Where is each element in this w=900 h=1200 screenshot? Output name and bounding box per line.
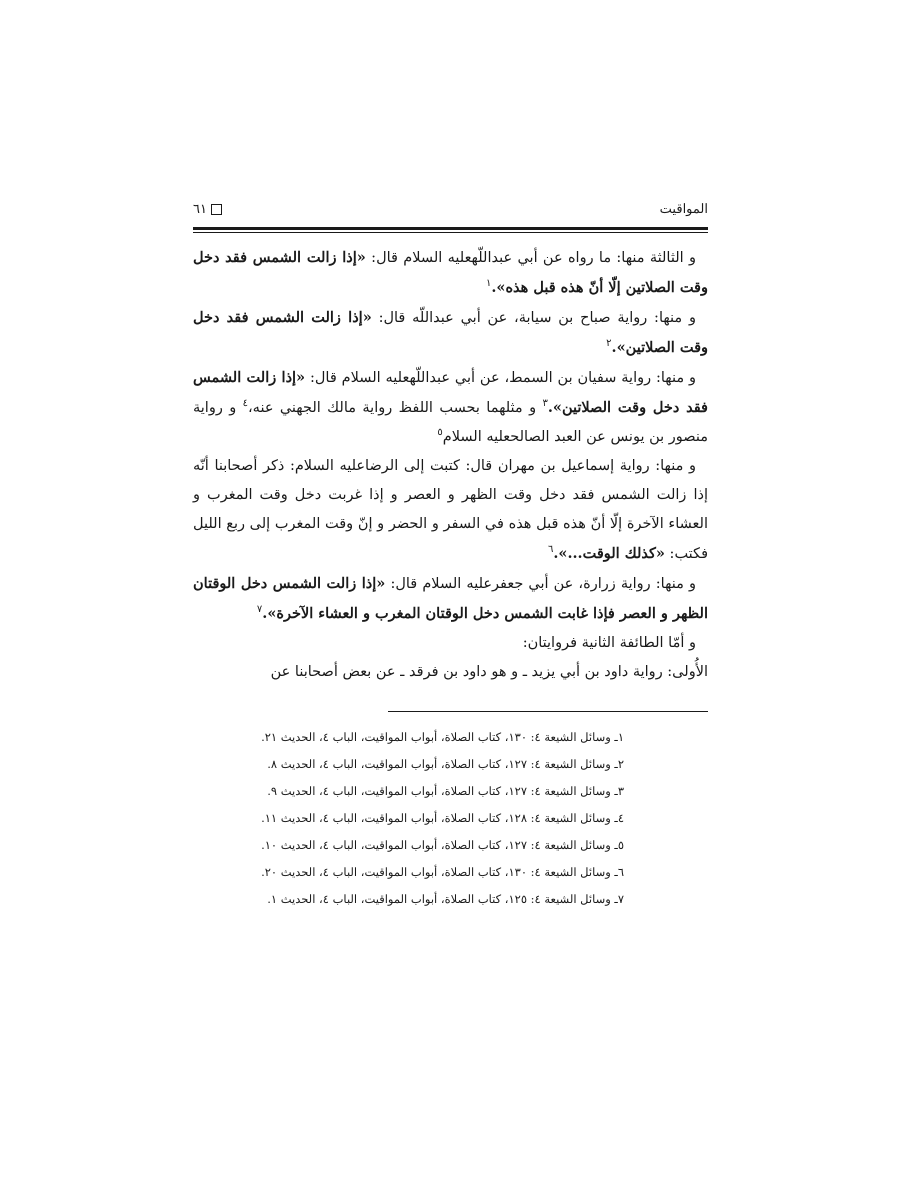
footnote-ref: ٢ [606, 338, 612, 350]
footnote-ref: ٣ [542, 398, 548, 410]
footnote-item: ٥ـ وسائل الشيعة ٤: ١٢٧، كتاب الصلاة، أبواب المواقيت، الباب ٤، الحديث ١٠. [261, 838, 624, 852]
footnotes [193, 724, 708, 913]
quoted-hadith-text: «كذلك الوقت...». [553, 545, 665, 562]
paragraph-text: الأُولى: رواية داود بن أبي يزيد ـ و هو داود بن فرقد ـ عن بعض أصحابنا عن [270, 664, 708, 680]
footnote-ref: ٧ [256, 604, 263, 616]
main-text [193, 243, 708, 687]
paragraph [193, 303, 708, 363]
footnote-item: ٤ـ وسائل الشيعة ٤: ١٢٨، كتاب الصلاة، أبواب المواقيت، الباب ٤، الحديث ١١. [261, 811, 624, 825]
paragraph-text: و أمّا الطائفة الثانية فروايتان: [522, 635, 696, 651]
header-rule-thick [193, 227, 708, 230]
page-number: ٦١ [193, 202, 207, 217]
quoted-hadith-text: «إذا زالت الشمس دخل الوقتان الظهر و العصر فإذا غابت الشمس دخل الوقتان المغرب و العشاء الآخرة». [193, 575, 708, 622]
paragraph [193, 243, 708, 303]
quoted-hadith-text: «إذا زالت الشمس فقد دخل وقت الصلاتين». [193, 369, 708, 416]
footnote-item: ٣ـ وسائل الشيعة ٤: ١٢٧، كتاب الصلاة، أبواب المواقيت، الباب ٤، الحديث ٩. [267, 784, 624, 798]
footnote-ref: ٤ [242, 398, 248, 410]
paragraph-text: و منها: رواية زرارة، عن أبي جعفرعليه السلام قال: [385, 576, 696, 592]
quoted-hadith-text: «إذا زالت الشمس فقد دخل وقت الصلاتين». [193, 309, 708, 356]
paragraph [193, 658, 708, 687]
footnote-ref: ٥ [437, 427, 443, 439]
running-header [193, 198, 708, 226]
paragraph-text: و مثلهما بحسب اللفظ رواية مالك الجهني عنه، [247, 400, 543, 416]
footnote-item: ٧ـ وسائل الشيعة ٤: ١٢٥، كتاب الصلاة، أبواب المواقيت، الباب ٤، الحديث ١. [267, 892, 624, 906]
paragraph [193, 363, 708, 452]
paragraph-text: و منها: رواية صباح بن سيابة، عن أبي عبداللّه قال: [371, 310, 696, 326]
footnote-ref: ٦ [547, 544, 554, 556]
square-ornament-icon [211, 204, 222, 215]
paragraph-text: و رواية منصور بن يونس عن العبد الصالحعليه السلام [193, 400, 708, 445]
paragraph-text: و منها: رواية سفيان بن السمط، عن أبي عبداللّهعليه السلام قال: [305, 370, 696, 386]
page-number-block [193, 202, 222, 217]
footnote-item: ٦ـ وسائل الشيعة ٤: ١٣٠، كتاب الصلاة، أبواب المواقيت، الباب ٤، الحديث ٢٠. [261, 865, 624, 879]
paragraph-text: و الثالثة منها: ما رواه عن أبي عبداللّهعليه السلام قال: [365, 250, 696, 266]
book-page [193, 198, 708, 913]
quoted-hadith-text: «إذا زالت الشمس فقد دخل وقت الصلاتين إلّا أنّ هذه قبل هذه». [193, 249, 708, 296]
paragraph [193, 452, 708, 569]
footnote-item: ١ـ وسائل الشيعة ٤: ١٣٠، كتاب الصلاة، أبواب المواقيت، الباب ٤، الحديث ٢١. [261, 730, 624, 744]
paragraph [193, 569, 708, 629]
footnote-item: ٢ـ وسائل الشيعة ٤: ١٢٧، كتاب الصلاة، أبواب المواقيت، الباب ٤، الحديث ٨. [267, 757, 624, 771]
header-rule-thin [193, 232, 708, 233]
paragraph [193, 629, 708, 658]
footnote-ref: ١ [485, 278, 492, 290]
footnote-separator [388, 711, 708, 712]
paragraph-text: و منها: رواية إسماعيل بن مهران قال: كتبت إلى الرضاعليه السلام: ذكر أصحابنا أنّه إذا زالت الشمس فقد دخل وقت الظهر و العصر و إذا غربت دخل وقت المغرب و العشاء الآخرة إلّا أنّ هذه قبل هذه في السفر و الحضر و إنّ وقت المغرب إلى ربع الليل فكتب: [193, 458, 708, 562]
chapter-title: المواقيت [659, 202, 708, 217]
